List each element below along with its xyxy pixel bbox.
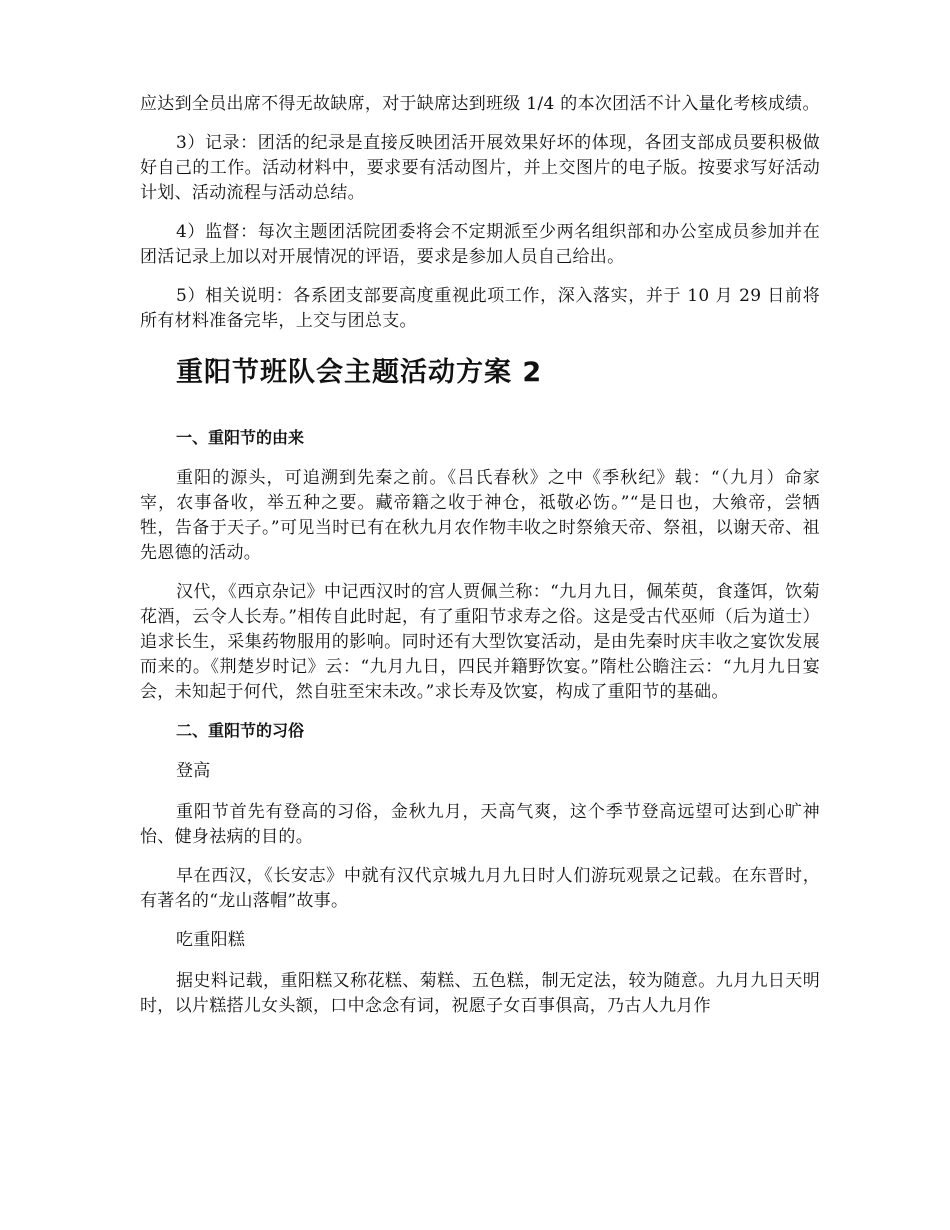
paragraph-origin-2: 汉代，《西京杂记》中记西汉时的宫人贾佩兰称：“九月九日，佩茱萸，食蓬饵，饮菊花酒，云令人长寿。”相传自此时起，有了重阳节求寿之俗。这是受古代巫师（后为道士）追求长生，采集药物服用的影响。同时还有大型饮宴活动，是由先秦时庆丰收之宴饮发展而来的。《荆楚岁时记》云：“九月九日，四民并籍野饮宴。”隋杜公瞻注云：“九月九日宴会，未知起于何代，然自驻至宋未改。”求长寿及饮宴，构成了重阳节的基础。 [140,582,820,702]
subheading-climbing: 登高 [176,761,211,781]
paragraph-supervision: 4）监督：每次主题团活院团委将会不定期派至少两名组织部和办公室成员参加并在团活记录上加以对开展情况的评语，要求是参加人员自己给出。 [140,222,820,267]
paragraph-record: 3）记录：团活的纪录是直接反映团活开展效果好坏的体现，各团支部成员要积极做好自己的工作。活动材料中，要求要有活动图片，并上交图片的电子版。按要求写好活动计划、活动流程与活动总结。 [140,133,820,203]
section-heading-customs: 二、重阳节的习俗 [176,721,305,740]
paragraph-notes: 5）相关说明：各系团支部要高度重视此项工作，深入落实，并于 10 月 29 日前将所有材料准备完毕，上交与团总支。 [140,286,820,331]
paragraph-climbing-2: 早在西汉，《长安志》中就有汉代京城九月九日时人们游玩观景之记载。在东晋时，有著名的“龙山落帽”故事。 [140,866,820,911]
document-page [140,92,820,1033]
paragraph-cake-1: 据史料记载，重阳糕又称花糕、菊糕、五色糕，制无定法，较为随意。九月九日天明时，以片糕搭儿女头额，口中念念有词，祝愿子女百事俱高，乃古人九月作 [140,971,820,1016]
paragraph-origin-1: 重阳的源头，可追溯到先秦之前。《吕氏春秋》之中《季秋纪》载：“（九月）命家宰，农事备收，举五种之要。藏帝籍之收于神仓，祗敬必饬。”“是日也，大飨帝，尝牺牲，告备于天子。”可见当时已有在秋九月农作物丰收之时祭飨天帝、祭祖，以谢天帝、祖先恩德的活动。 [140,468,820,563]
section-heading-origin: 一、重阳节的由来 [176,428,305,447]
page-title: 重阳节班队会主题活动方案 2 [176,357,543,388]
paragraph-climbing-1: 重阳节首先有登高的习俗，金秋九月，天高气爽，这个季节登高远望可达到心旷神怡、健身祛病的目的。 [140,802,820,847]
subheading-cake: 吃重阳糕 [176,930,246,950]
paragraph-attendance: 应达到全员出席不得无故缺席，对于缺席达到班级 1/4 的本次团活不计入量化考核成绩。 [140,94,820,114]
